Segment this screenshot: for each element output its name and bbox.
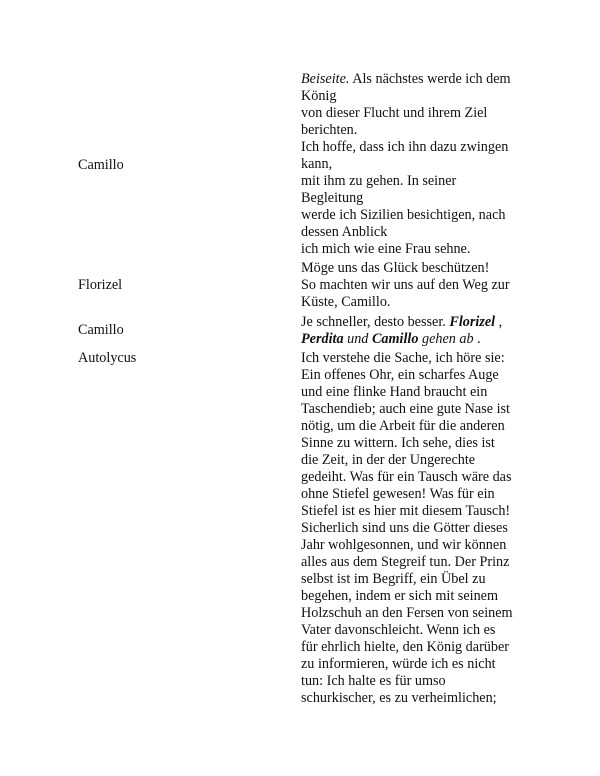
stage-direction: gehen ab: [418, 331, 474, 347]
speech-line: Ein offenes Ohr, ein scharfes Auge: [301, 367, 499, 383]
stage-direction-end: .: [473, 331, 481, 347]
speech-line: Möge uns das Glück beschützen!: [301, 260, 490, 276]
speech-line: von dieser Flucht und ihrem Ziel: [301, 105, 488, 121]
speech-line-text: Je schneller, desto besser.: [301, 314, 446, 330]
speech-line: Jahr wohlgesonnen, und wir können: [301, 537, 507, 553]
speech-line: alles aus dem Stegreif tun. Der Prinz: [301, 554, 510, 570]
stage-direction: Beiseite.: [301, 71, 350, 87]
speech-line: nötig, um die Arbeit für die anderen: [301, 418, 505, 434]
stage-name: Florizel: [449, 314, 496, 330]
speech-line: König: [301, 88, 337, 104]
stage-name: Camillo: [371, 331, 419, 347]
speaker-name: Florizel: [78, 277, 123, 293]
speech-line: die Zeit, in der der Ungerechte: [301, 452, 476, 468]
speech-line: dessen Anblick: [301, 224, 388, 240]
speech-text: [301, 350, 533, 707]
stage-name: Perdita: [301, 331, 344, 347]
speech-line: für ehrlich hielte, den König darüber: [301, 639, 510, 655]
speech-line: selbst ist im Begriff, ein Übel zu: [301, 571, 486, 587]
speech-line: So machten wir uns auf den Weg zur: [301, 277, 510, 293]
stage-direction-line: [301, 331, 533, 348]
speech-line: Sicherlich sind uns die Götter dieses: [301, 520, 508, 536]
speech-line: kann,: [301, 156, 333, 172]
speech-line: ich mich wie eine Frau sehne.: [301, 241, 471, 257]
speech-line: tun: Ich halte es für umso: [301, 673, 446, 689]
speech-line: Ich hoffe, dass ich ihn dazu zwingen: [301, 139, 509, 155]
speech-line: ohne Stiefel gewesen! Was für ein: [301, 486, 495, 502]
stage-direction: ,: [495, 314, 503, 330]
speech-line: [301, 71, 533, 88]
speech-line: berichten.: [301, 122, 358, 138]
speech-line: zu informieren, würde ich es nicht: [301, 656, 496, 672]
speech-line: Küste, Camillo.: [301, 294, 391, 310]
speech-line: werde ich Sizilien besichtigen, nach: [301, 207, 506, 223]
speech-line: Stiefel ist es hier mit diesem Tausch!: [301, 503, 511, 519]
speech-text: [301, 260, 533, 311]
speech-line: und eine flinke Hand braucht ein: [301, 384, 488, 400]
speech-line: Sinne zu wittern. Ich sehe, dies ist: [301, 435, 495, 451]
speaker-name: Camillo: [78, 157, 124, 173]
speaker-name: Autolycus: [78, 350, 137, 366]
speech-line: mit ihm zu gehen. In seiner: [301, 173, 457, 189]
speech-line: Begleitung: [301, 190, 364, 206]
speech-line: Taschendieb; auch eine gute Nase ist: [301, 401, 510, 417]
speaker-name: Camillo: [78, 322, 124, 338]
speech-text: [301, 314, 533, 348]
stage-direction: und: [343, 331, 372, 347]
speech-line-text: Als nächstes werde ich dem: [352, 71, 511, 87]
speech-line: schurkischer, es zu verheimlichen;: [301, 690, 497, 706]
speech-line: Ich verstehe die Sache, ich höre sie:: [301, 350, 505, 366]
speech-line: Holzschuh an den Fersen von seinem: [301, 605, 513, 621]
speech-line: Vater davonschleicht. Wenn ich es: [301, 622, 496, 638]
speech-line: [301, 314, 533, 331]
speech-line: gedeiht. Was für ein Tausch wäre das: [301, 469, 512, 485]
speech-line: begehen, indem er sich mit seinem: [301, 588, 498, 604]
speech-text: [301, 71, 533, 258]
